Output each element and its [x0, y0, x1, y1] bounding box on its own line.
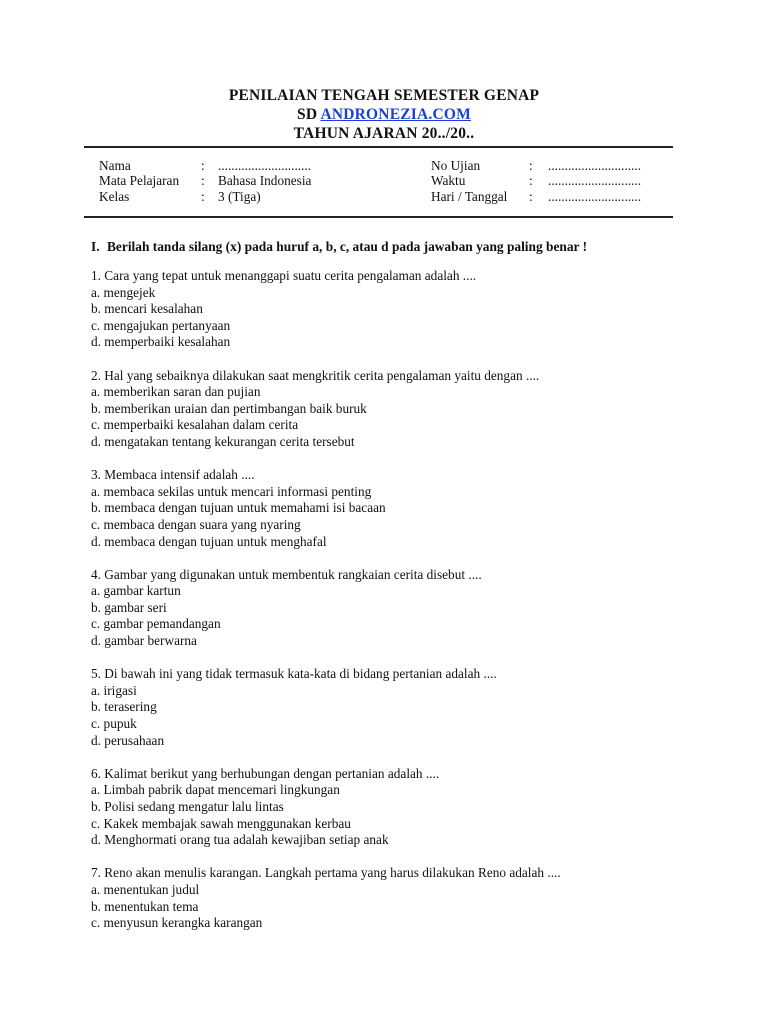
answer-option[interactable]: a. menentukan judul: [91, 881, 200, 897]
answer-option[interactable]: a. mengejek: [91, 284, 156, 300]
answer-option[interactable]: b. mencari kesalahan: [91, 301, 203, 317]
answer-option[interactable]: d. memperbaiki kesalahan: [91, 334, 231, 350]
question-6: [91, 766, 691, 849]
answer-option[interactable]: c. pupuk: [91, 716, 137, 732]
answer-option[interactable]: b. membaca dengan tujuan untuk memahami isi bacaan: [91, 500, 386, 516]
info-label: Waktu: [431, 173, 466, 189]
school-line: [0, 105, 768, 124]
info-colon: :: [529, 158, 533, 173]
exam-title: PENILAIAN TENGAH SEMESTER GENAP: [228, 87, 540, 104]
info-value: ............................: [548, 158, 642, 173]
question-5: [91, 666, 691, 749]
info-label: Kelas: [99, 188, 130, 204]
answer-option[interactable]: a. irigasi: [91, 682, 137, 698]
answer-option[interactable]: c. mengajukan pertanyaan: [91, 317, 231, 333]
answer-option[interactable]: d. Menghormati orang tua adalah kewajiban setiap anak: [91, 832, 389, 848]
academic-year: TAHUN AJARAN 20../20..: [293, 125, 475, 142]
question-4: [91, 567, 691, 650]
info-value: ............................: [218, 158, 312, 173]
answer-option[interactable]: c. membaca dengan suara yang nyaring: [91, 516, 301, 532]
question-stem: 2. Hal yang sebaiknya dilakukan saat mengkritik cerita pengalaman yaitu dengan ....: [91, 367, 540, 383]
school-link[interactable]: ANDRONEZIA.COM: [320, 106, 471, 123]
answer-option[interactable]: c. gambar pemandangan: [91, 616, 221, 632]
info-colon: :: [201, 173, 205, 189]
info-label: Nama: [99, 158, 131, 173]
info-value: 3 (Tiga): [218, 188, 261, 204]
question-7: [91, 865, 691, 931]
info-colon: :: [201, 188, 205, 204]
answer-option[interactable]: b. Polisi sedang mengatur lalu lintas: [91, 799, 284, 814]
question-stem: 4. Gambar yang digunakan untuk membentuk rangkaian cerita disebut ....: [91, 566, 482, 582]
section-number: I.: [91, 239, 100, 254]
question-stem: 1. Cara yang tepat untuk menanggapi suatu cerita pengalaman adalah ....: [91, 268, 477, 283]
answer-option[interactable]: c. Kakek membajak sawah menggunakan kerbau: [91, 815, 351, 831]
answer-option[interactable]: c. menyusun kerangka karangan: [91, 915, 263, 931]
answer-option[interactable]: a. membaca sekilas untuk mencari informasi penting: [91, 483, 372, 499]
answer-option[interactable]: a. gambar kartun: [91, 583, 181, 599]
answer-option[interactable]: c. memperbaiki kesalahan dalam cerita: [91, 417, 299, 433]
question-1: [91, 268, 691, 351]
section-instruction: [91, 238, 587, 255]
question-stem: 3. Membaca intensif adalah ....: [91, 467, 255, 483]
answer-option[interactable]: b. gambar seri: [91, 599, 167, 615]
exam-header: [0, 86, 768, 143]
question-stem: 5. Di bawah ini yang tidak termasuk kata-kata di bidang pertanian adalah ....: [91, 666, 497, 682]
question-2: [91, 368, 691, 451]
question-list: [91, 268, 691, 948]
answer-option[interactable]: d. membaca dengan tujuan untuk menghafal: [91, 533, 327, 549]
header-divider-bottom: [84, 216, 673, 218]
question-3: [91, 467, 691, 550]
info-colon: :: [201, 158, 205, 173]
info-label: Mata Pelajaran: [99, 173, 180, 189]
info-value: Bahasa Indonesia: [218, 173, 312, 189]
answer-option[interactable]: d. mengatakan tentang kekurangan cerita tersebut: [91, 433, 355, 449]
answer-option[interactable]: a. Limbah pabrik dapat mencemari lingkungan: [91, 782, 340, 798]
instruction-text: Berilah tanda silang (x) pada huruf a, b, c, atau d pada jawaban yang paling benar !: [107, 239, 588, 254]
info-value: ............................: [548, 173, 642, 189]
answer-option[interactable]: d. perusahaan: [91, 732, 165, 748]
info-colon: :: [529, 188, 533, 204]
answer-option[interactable]: b. memberikan uraian dan pertimbangan baik buruk: [91, 400, 367, 416]
answer-option[interactable]: d. gambar berwarna: [91, 633, 197, 649]
info-label: No Ujian: [431, 158, 481, 173]
info-colon: :: [529, 173, 533, 189]
answer-option[interactable]: b. menentukan tema: [91, 898, 199, 914]
header-divider-top: [84, 146, 673, 148]
info-label: Hari / Tanggal: [431, 188, 508, 204]
question-stem: 7. Reno akan menulis karangan. Langkah pertama yang harus dilakukan Reno adalah ....: [91, 865, 561, 881]
question-stem: 6. Kalimat berikut yang berhubungan dengan pertanian adalah ....: [91, 765, 440, 781]
info-value: ............................: [548, 188, 642, 204]
answer-option[interactable]: a. memberikan saran dan pujian: [91, 384, 261, 400]
answer-option[interactable]: b. terasering: [91, 699, 157, 715]
school-prefix: SD: [297, 106, 321, 123]
